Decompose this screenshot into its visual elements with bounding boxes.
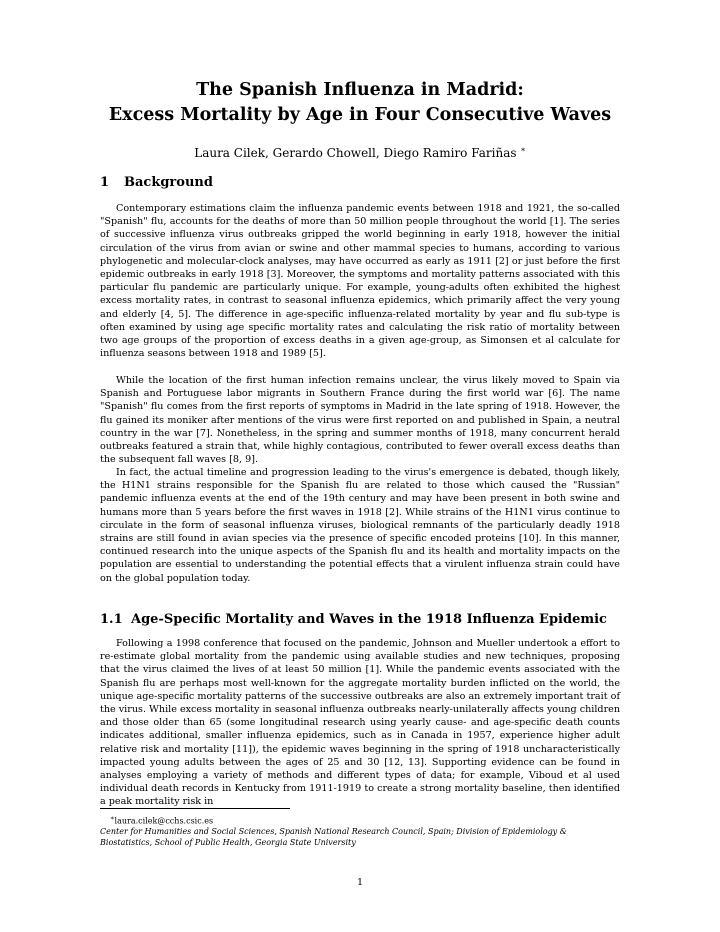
footnote-mark: ∗ — [110, 814, 115, 822]
subsection-title: Age-Specific Mortality and Waves in the 1918 Influenza Epidemic — [131, 612, 607, 627]
paragraph-1: Contemporary estimations claim the influenza pandemic events between 1918 and 1921, the so-called "Spanish" flu, accounts for the deaths of more than 50 million people throughout the world [1]. The series of successive influenza virus outbreaks gripped the world beginning in early 1918, however the initial circulation of the virus from avian or swine and other mammal species to humans, according to various phylogenetic and molecular-clock analyses, may have occurred as early as 1911 [2] or just before the first epidemic outbreaks in early 1918 [3]. Moreover, the symptoms and mortality patterns associated with this particular flu pandemic are particularly unique. For example, young-adults often exhibited the highest excess mortality rates, in contrast to seasonal influenza epidemics, which primarily affect the very young and elderly [4, 5]. The difference in age-specific influenza-related mortality by year and flu sub-type is often examined by using age specific mortality rates and calculating the risk ratio of mortality between two age groups of the proportion of excess deaths in a given age-group, as Simonsen et al calculate for influenza seasons between 1918 and 1989 [5]. — [100, 203, 620, 360]
subsection-heading-age-specific-mortality — [100, 611, 607, 629]
paper-title-line-2: Excess Mortality by Age in Four Consecutive Waves — [108, 105, 612, 125]
authors-text: Laura Cilek, Gerardo Chowell, Diego Ramiro Fariñas — [194, 146, 517, 160]
paragraph-2: While the location of the first human infection remains unclear, the virus likely moved to Spain via Spanish and Portuguese labor migrants in Southern France during the first world war [6]. The name "Spanish" flu comes from the first reports of symptoms in Madrid in the late spring of 1918. However, the flu gained its moniker after mentions of the virus were first reported on and published in Spain, a neutral country in the war [7]. Nonetheless, in the spring and summer months of 1918, many concurrent herald outbreaks featured a strain that, while highly contagious, contributed to fewer overall excess deaths than the subsequent fall waves [8, 9]. — [100, 375, 620, 466]
page-number: 1 — [356, 877, 364, 888]
section-number: 1 — [100, 175, 110, 190]
author-footnote-mark: ∗ — [520, 145, 526, 154]
subsection-number: 1.1 — [100, 612, 123, 627]
paragraph-3: In fact, the actual timeline and progression leading to the virus's emergence is debated, though likely, the H1N1 strains responsible for the Spanish flu are related to those which caused the "Russian" pandemic influenza events at the end of the 19th century and may have been present in both swine and humans more than 5 years before the first waves in 1918 [2]. While strains of the H1N1 virus continue to circulate in the form of seasonal influenza viruses, biological remnants of the particularly deadly 1918 strains are still found in avian species via the presence of specific encoded proteins [10]. In this manner, continued research into the unique aspects of the Spanish flu and its health and mortality impacts on the population are essential to understanding the potential effects that a virulent influenza strain could have on the global population today. — [100, 467, 620, 584]
footnote-email-text: laura.cilek@cchs.csic.es — [114, 816, 214, 826]
paper-title-line-1: The Spanish Influenza in Madrid: — [196, 80, 524, 100]
footnote-email — [100, 813, 620, 827]
footnote-rule — [100, 808, 290, 809]
footnote-affiliation: Center for Humanities and Social Sciences, Spanish National Research Council, Spain; Division of Epidemiology & Biostatistics, School of Public Health, Georgia State University — [100, 827, 567, 847]
paragraph-4: Following a 1998 conference that focused on the pandemic, Johnson and Mueller undertook a effort to re-estimate global mortality from the pandemic using available studies and new techniques, proposing that the virus claimed the lives of at least 50 million [1]. While the pandemic events associated with the Spanish flu are perhaps most well-known for the aggregate mortality burden inflicted on the world, the unique age-specific mortality patterns of the successive outbreaks are also an extremely important trait of the virus. While excess mortality in seasonal influenza outbreaks nearly-unilaterally affects young children and those older than 65 (some longitudinal research using yearly cause- and age-specific death counts indicates additional, smaller influenza epidemics, such as in Canada in 1957, experience higher adult relative risk and mortality [11]), the epidemic waves beginning in the spring of 1918 uncharacteristically impacted young adults between the ages of 25 and 30 [12, 13]. Supporting evidence can be found in analyses employing a variety of methods and different types of data; for example, Viboud et al used individual death records in Kentucky from 1911-1919 to create a strong mortality baseline, then identified a peak mortality risk in — [100, 638, 621, 808]
author-list — [60, 142, 660, 161]
section-title: Background — [124, 175, 213, 190]
section-heading-background — [100, 174, 213, 192]
